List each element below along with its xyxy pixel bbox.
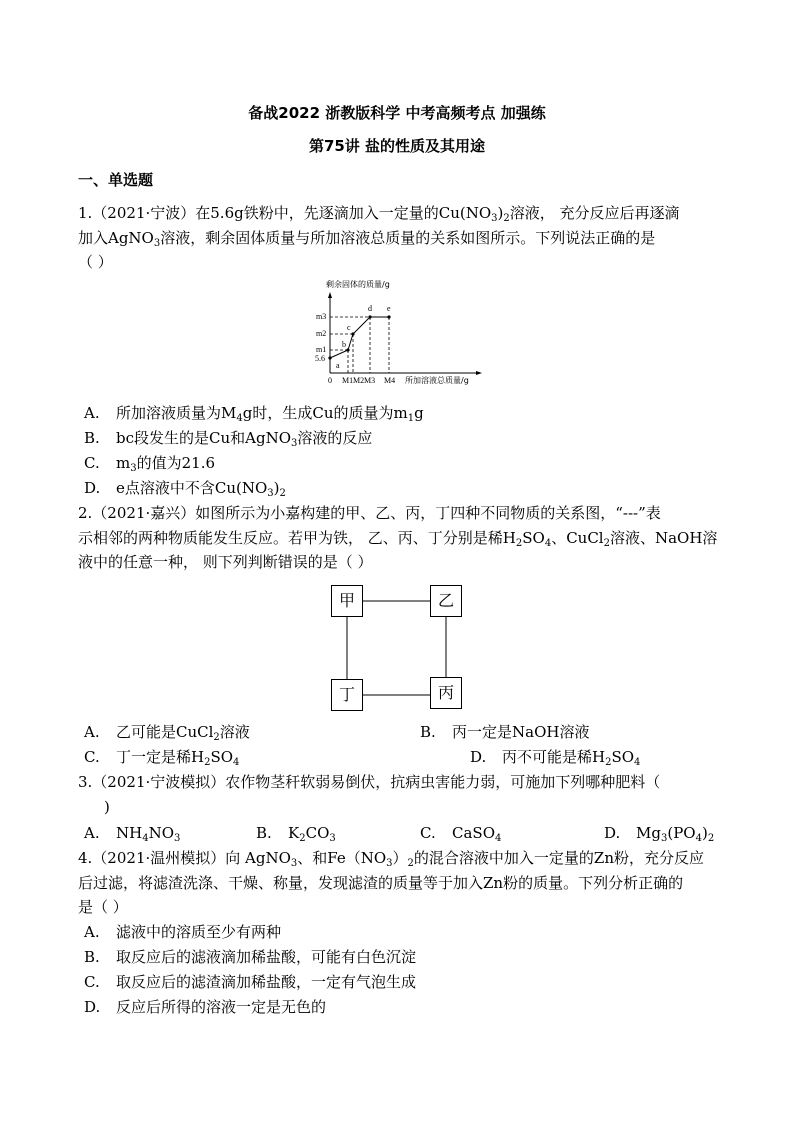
q1-line1: 1.（2021·宁波）在5.6g铁粉中，先逐滴加入一定量的$Cu(NO_3)_2$溶液， 充分反应后再逐滴: [78, 204, 680, 224]
point-b: [346, 348, 349, 351]
q4-option-a: A. 滤液中的溶质至少有两种: [84, 923, 282, 941]
page-title: 备战2022 浙教版科学 中考高频考点 加强练: [248, 104, 546, 122]
q3-option-c: C. CaSO$_4$: [420, 824, 502, 844]
q1-option-d: D. e点溶液中不含$Cu(NO_3)_2$: [84, 479, 286, 499]
chart-ylabel: 剩余固体的质量/g: [326, 280, 390, 289]
point-e: [387, 315, 390, 318]
q3-option-a: A. $NH_4NO_3$: [84, 824, 181, 844]
mass-chart: [300, 276, 500, 391]
q2-option-a: A. 乙可能是CuCl$_2$溶液: [84, 723, 250, 743]
q2-option-d: D. 丙不可能是稀$H_2SO_4$: [470, 748, 641, 768]
q3-line1: 3.（2021·宁波模拟）农作物茎秆软弱易倒伏，抗病虫害能力弱，可施加下列哪种肥料（: [78, 773, 661, 791]
ytick-m3: m3: [316, 312, 327, 321]
q2-line1: 2.（2021·嘉兴）如图所示为小嘉构建的甲、乙、丙，丁四种不同物质的关系图，“---”表: [78, 504, 661, 522]
q4-option-b: B. 取反应后的滤液滴加稀盐酸，可能有白色沉淀: [84, 948, 417, 966]
y-axis-arrow: [328, 292, 332, 298]
q2-line3: 液中的任意一种， 则下列判断错误的是（ ）: [78, 553, 373, 571]
point-c: [351, 332, 354, 335]
q3-option-b: B. $K_2CO_3$: [256, 824, 336, 844]
xtick-0: 0: [328, 376, 332, 385]
ytick-m2: m2: [316, 329, 327, 338]
xtick-M4: M4: [384, 376, 396, 385]
q2-option-b: B. 丙一定是NaOH溶液: [420, 723, 590, 741]
section-heading: 一、单选题: [78, 171, 154, 189]
node-bing: 丙: [430, 677, 462, 709]
q2-option-c: C. 丁一定是稀$H_2SO_4$: [84, 748, 240, 768]
q1-line2: 加入AgNO$_3$溶液，剩余固体质量与所加溶液总质量的关系如图所示。下列说法正确的是: [78, 229, 656, 249]
q3-option-d: D. $Mg_3(PO_4)_2$: [604, 824, 715, 844]
point-d: [368, 315, 371, 318]
label-b: b: [342, 340, 346, 349]
q4-line2: 后过滤，将滤渣洗涤、干燥、称量，发现滤渣的质量等于加入Zn粉的质量。下列分析正确的: [78, 874, 684, 892]
chart-xlabel: 所加溶液总质量/g: [405, 376, 469, 385]
node-jia: 甲: [331, 585, 363, 617]
ytick-5.6: 5.6: [315, 354, 325, 363]
point-a: [328, 356, 331, 359]
label-a: a: [336, 361, 340, 370]
node-yi: 乙: [430, 585, 462, 617]
q4-line3: 是（ ）: [78, 898, 128, 916]
label-c: c: [347, 323, 351, 332]
q3-line2: ): [104, 798, 110, 816]
q4-option-c: C. 取反应后的滤渣滴加稀盐酸，一定有气泡生成: [84, 973, 417, 991]
xtick-M1: M1: [342, 376, 354, 385]
q4-option-d: D. 反应后所得的溶液一定是无色的: [84, 998, 327, 1016]
lecture-subtitle: 第75讲 盐的性质及其用途: [308, 137, 486, 155]
x-axis-arrow: [476, 371, 482, 375]
q4-line1: 4.（2021·温州模拟）向 AgNO$_3$、和$Fe(NO_3)_2$的混合溶液中加入一定量的Zn粉，充分反应: [78, 849, 705, 869]
q1-option-a: A. 所加溶液质量为$M_4g$时，生成Cu的质量为$m_1g$: [84, 404, 424, 424]
q1-line3: （ ）: [78, 253, 113, 271]
data-line: [330, 317, 389, 358]
xtick-M2: M2: [353, 376, 365, 385]
ytick-m1: m1: [316, 345, 327, 354]
q1-option-c: C. $m_3$的值为21.6: [84, 454, 216, 474]
label-d: d: [368, 304, 372, 313]
q2-line2: 示相邻的两种物质能发生反应。若甲为铁， 乙、丙、丁分别是稀$H_2SO_4$、CuCl$_2$溶液、NaOH溶: [78, 529, 718, 549]
node-ding: 丁: [331, 679, 363, 711]
q1-option-b: B. bc段发生的是Cu和AgNO$_3$溶液的反应: [84, 429, 373, 449]
label-e: e: [387, 304, 391, 313]
xtick-M3: M3: [364, 376, 376, 385]
